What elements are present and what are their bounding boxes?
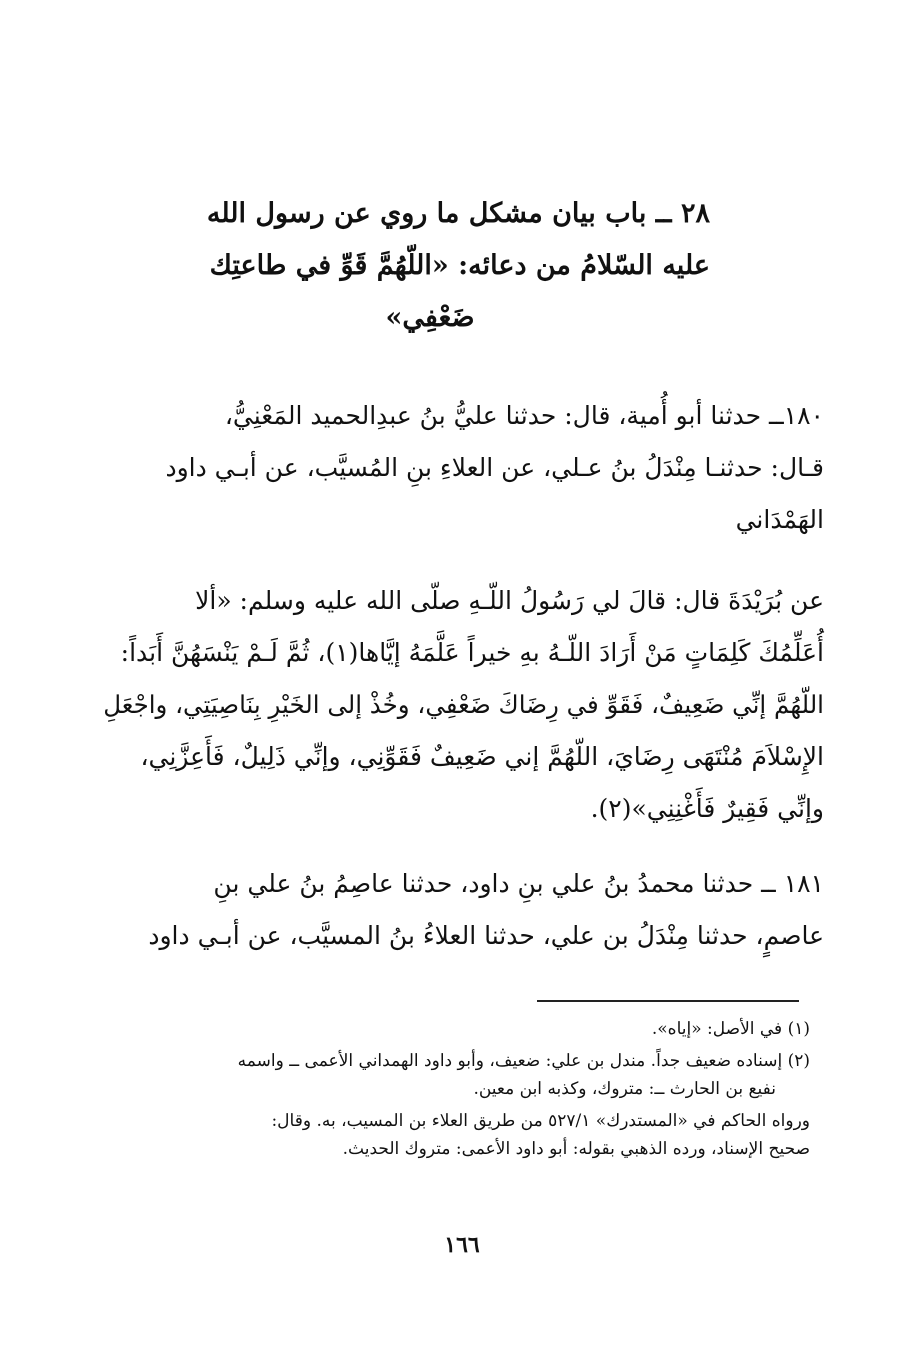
hadith-180-matn-line-2: أُعَلِّمُكَ كَلِمَاتٍ مَنْ أَرَادَ اللّـهُ بهِ خيراً عَلَّمَهُ إيَّاها(١)، ثُمَّ لَـمْ يَنْسَهُنَّ أَبَداً:	[120, 638, 824, 667]
footnote-separator	[537, 1000, 799, 1002]
chapter-heading	[150, 188, 710, 344]
chapter-heading-line-3: ضَعْفِي»	[385, 302, 475, 333]
footnote-1-text: (١) في الأصل: «إياه».	[651, 1019, 810, 1039]
footnote-3-line-1: ورواه الحاكم في «المستدرك» ٥٢٧/١ من طريق العلاء بن المسيب، به. وقال:	[271, 1111, 810, 1131]
footnote-3-line-2: صحيح الإسناد، ورده الذهبي بقوله: أبو داود الأعمى: متروك الحديث.	[342, 1139, 810, 1159]
hadith-181-line-1: ١٨١ ــ حدثنا محمدُ بنُ علي بنِ داود، حدثنا عاصِمُ بنُ علي بنِ	[213, 869, 824, 898]
footnote-2	[112, 1047, 810, 1103]
footnotes	[112, 1015, 810, 1163]
hadith-180-matn-line-4: الإِسْلاَمَ مُنْتَهَى رِضَايَ، اللّهُمَّ إني ضَعِيفٌ فَقَوِّنِي، وإنِّي ذَلِيلٌ، فَأَعِزَّنِي،	[140, 742, 824, 771]
hadith-180-line-2: قـال: حدثنـا مِنْدَلُ بنُ عـلي، عن العلاءِ بنِ المُسيَّب، عن أبـي داود	[165, 453, 824, 482]
hadith-180-matn	[100, 575, 824, 835]
chapter-heading-line-1: ٢٨ ــ باب بيان مشكل ما روي عن رسول الله	[206, 198, 710, 229]
hadith-181-isnad	[100, 858, 824, 962]
hadith-180-line-1: ١٨٠ــ حدثنا أبو أُمية، قال: حدثنا عليُّ بنُ عبدِالحميد المَعْنِيُّ،	[224, 401, 824, 430]
hadith-180-matn-line-5: وإنِّي فَقِيرٌ فَأَغْنِنِي»(٢).	[590, 794, 824, 823]
chapter-heading-line-2: عليه السّلامُ من دعائه: «اللّهُمَّ قَوِّ في طاعتِك	[209, 250, 710, 281]
hadith-180-line-3: الهَمْدَاني	[735, 505, 824, 534]
footnote-2-line-2: نفيع بن الحارث ــ: متروك، وكذبه ابن معين.	[473, 1079, 776, 1099]
footnote-3	[112, 1107, 810, 1163]
footnote-2-line-1: (٢) إسناده ضعيف جداً. مندل بن علي: ضعيف، وأبو داود الهمداني الأعمى ــ واسمه	[237, 1051, 810, 1071]
hadith-180-isnad	[100, 390, 824, 546]
footnote-1	[112, 1015, 810, 1043]
page-number: ١٦٦	[444, 1232, 480, 1258]
hadith-180-matn-line-3: اللّهُمَّ إنِّي ضَعِيفٌ، فَقَوِّ في رِضَاكَ ضَعْفِي، وخُذْ إلى الخَيْرِ بِنَاصِيَتِي، واجْعَلِ	[103, 690, 824, 719]
hadith-181-line-2: عاصمٍ، حدثنا مِنْدَلُ بن علي، حدثنا العلاءُ بنُ المسيَّب، عن أبـي داود	[148, 921, 824, 950]
hadith-180-matn-line-1: عن بُرَيْدَةَ قال: قالَ لي رَسُولُ اللّـهِ صلّى الله عليه وسلم: «ألا	[195, 586, 824, 615]
